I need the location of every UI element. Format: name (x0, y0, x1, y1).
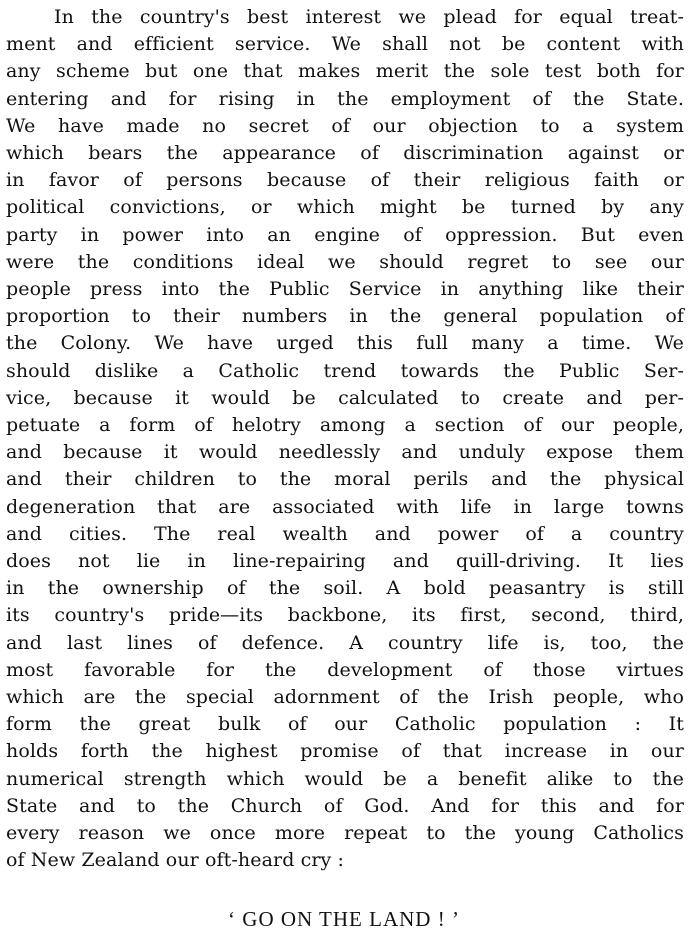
article-line: and last lines of defence. A country life is, too, the (6, 631, 684, 654)
article-line: ment and efficient service. We shall not be content with (6, 33, 684, 56)
article-line: form the great bulk of our Catholic population : It (6, 713, 684, 736)
article-line: were the conditions ideal we should regret to see our (6, 250, 684, 273)
article-line: numerical strength which would be a benefit alike to the (6, 767, 684, 790)
article-line: in favor of persons because of their religious faith or (6, 169, 684, 192)
article-body (6, 4, 684, 875)
article-line: In the country's best interest we plead for equal treat- (54, 6, 684, 28)
article-line: We have made no secret of our objection to a system (6, 114, 684, 137)
article-line: most favorable for the development of those virtues (6, 658, 684, 681)
article-line: entering and for rising in the employment of the State. (6, 87, 684, 110)
article-line: every reason we once more repeat to the young Catholics (6, 822, 684, 845)
article-line: State and to the Church of God. And for this and for (6, 794, 684, 817)
article-line: political convictions, or which might be turned by any (6, 196, 684, 219)
article-line: of New Zealand our oft-heard cry : (6, 849, 345, 872)
article-line: proportion to their numbers in the general population of (6, 305, 684, 328)
article-line: and cities. The real wealth and power of a country (6, 522, 684, 545)
article-line: which are the special adornment of the Irish people, who (6, 686, 684, 709)
article-line: holds forth the highest promise of that increase in our (6, 740, 684, 763)
article-line: degeneration that are associated with life in large towns (6, 495, 684, 518)
article-line: vice, because it would be calculated to create and per- (6, 386, 684, 409)
article-line: and because it would needlessly and unduly expose them (6, 441, 684, 464)
article-line: any scheme but one that makes merit the sole test both for (6, 60, 684, 83)
article-line: should dislike a Catholic trend towards the Public Ser- (6, 359, 684, 382)
closing-slogan: ‘ GO ON THE LAND ! ’ (228, 907, 460, 931)
article-line: petuate a form of helotry among a section of our people, (6, 414, 684, 437)
article-line: the Colony. We have urged this full many a time. We (6, 332, 684, 355)
article-line: party in power into an engine of oppression. But even (6, 223, 684, 246)
article-line: and their children to the moral perils and the physical (6, 468, 684, 491)
article-line: its country's pride—its backbone, its first, second, third, (6, 604, 684, 627)
article-line: does not lie in line-repairing and quill-driving. It lies (6, 550, 684, 573)
article-line: in the ownership of the soil. A bold peasantry is still (6, 577, 684, 600)
article-line: people press into the Public Service in anything like their (6, 278, 684, 301)
article-line: which bears the appearance of discrimination against or (6, 142, 684, 165)
